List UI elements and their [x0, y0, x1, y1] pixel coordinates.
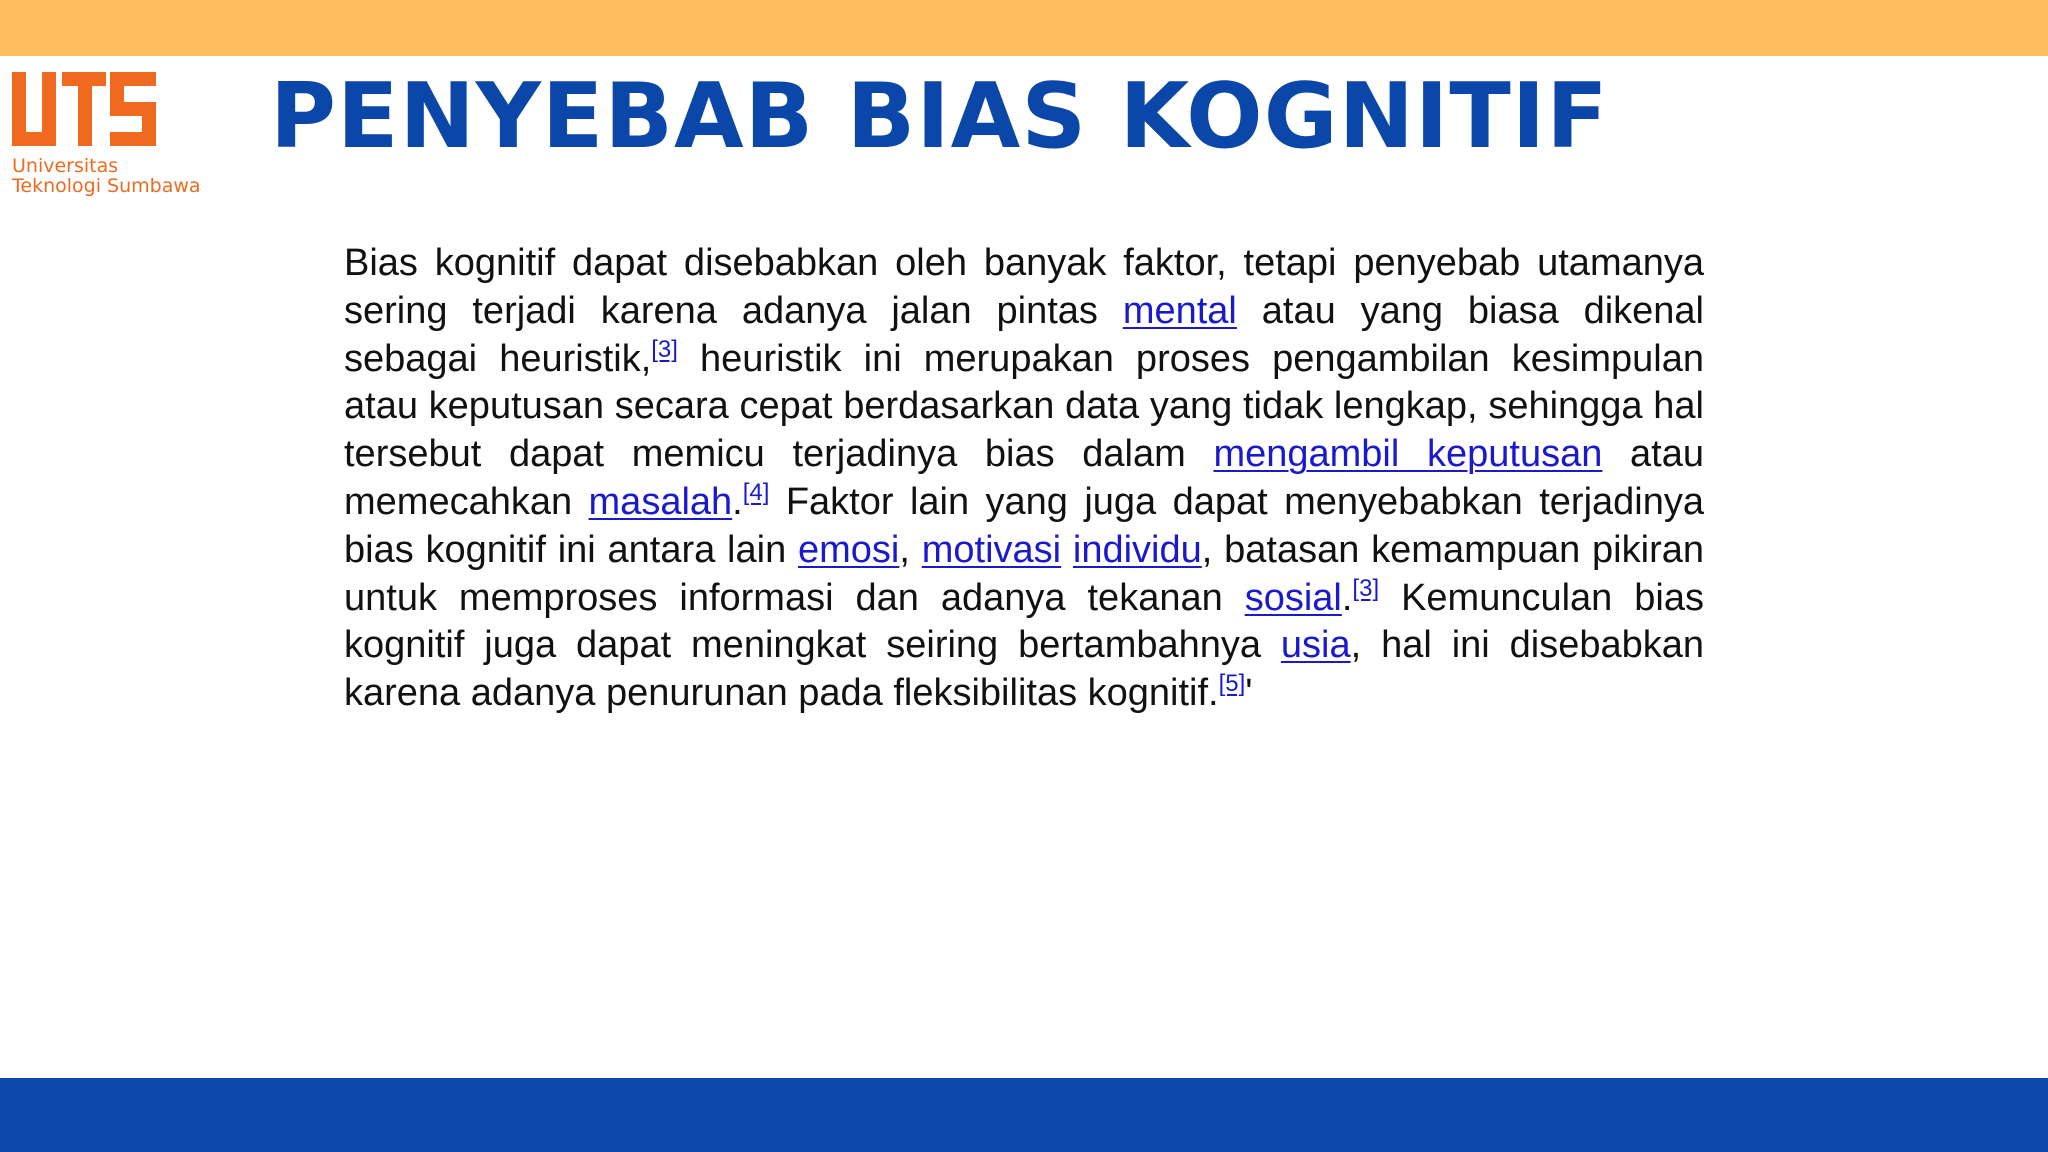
body-text-segment: . [732, 480, 743, 523]
university-logo [10, 70, 220, 200]
citation-link-3[interactable]: [3] [651, 335, 678, 363]
link-emosi[interactable]: emosi [798, 528, 900, 571]
link-motivasi[interactable]: motivasi [921, 528, 1062, 571]
citation-link-3-second[interactable]: [3] [1352, 574, 1380, 602]
slide-title: PENYEBAB BIAS KOGNITIF [270, 64, 1609, 169]
body-text-segment: atau yang biasa dikenal sebagai heuristik, [344, 289, 1705, 380]
link-mental[interactable]: mental [1122, 289, 1237, 332]
body-text-segment [1061, 529, 1073, 571]
link-sosial[interactable]: sosial [1244, 576, 1342, 619]
link-usia[interactable]: usia [1280, 624, 1351, 667]
citation-link-5[interactable]: [5] [1218, 670, 1246, 698]
bottom-accent-band [0, 1078, 2048, 1152]
body-text-segment: atau memecahkan [344, 433, 1704, 523]
link-mengambil-keputusan[interactable]: mengambil keputusan [1213, 433, 1603, 476]
citation-3-second [1352, 575, 1379, 602]
logo-text-line-2: Teknologi Sumbawa [12, 175, 201, 197]
citation-5 [1219, 670, 1246, 697]
body-text-segment: Kemunculan bias kognitif juga dapat meningkat seiring bertambahnya [344, 576, 1704, 667]
body-text-segment: , hal ini disebabkan karena adanya penurunan pada fleksibilitas kognitif. [344, 624, 1704, 715]
body-text-segment: Faktor lain yang juga dapat menyebabkan terjadinya bias kognitif ini antara lain [344, 480, 1704, 571]
body-text-segment: , batasan kemampuan pikiran untuk memproses informasi dan adanya tekanan [344, 528, 1704, 619]
link-individu[interactable]: individu [1072, 528, 1202, 571]
body-text-segment: . [1341, 576, 1353, 619]
uts-logo-icon [10, 70, 158, 150]
logo-text-line-1: Universitas [12, 155, 119, 177]
link-masalah[interactable]: masalah [588, 480, 733, 523]
body-text-segment: ' [1245, 672, 1253, 715]
body-text-segment: , [899, 528, 922, 571]
citation-3 [651, 336, 678, 363]
citation-link-4[interactable]: [4] [742, 478, 770, 506]
top-accent-band [0, 0, 2048, 56]
citation-4 [743, 479, 770, 506]
body-text-segment: Bias kognitif dapat disebabkan oleh banyak faktor, tetapi penyebab utamanya sering terjadi karena adanya jalan pintas [344, 242, 1704, 332]
body-text-segment: heuristik ini merupakan proses pengambilan kesimpulan atau keputusan secara cepat berdasarkan data yang tidak lengkap, sehingga hal tersebut dapat memicu terjadinya bias dalam [344, 337, 1704, 476]
body-paragraph [344, 240, 1704, 718]
